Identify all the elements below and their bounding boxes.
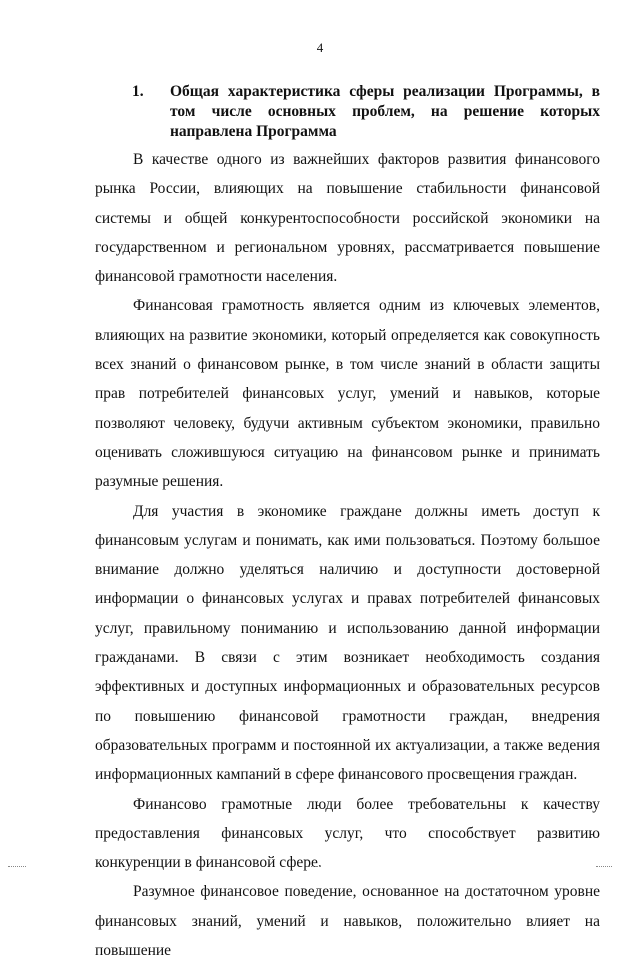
paragraph-1: В качестве одного из важнейших факторов развития финансового рынка России, влияющих на повышение стабильности финансовой системы и общей конкурентоспособности российской экономики на государственном и региональном уровнях, рассматривается повышение финансовой грамотности населения. xyxy=(95,151,600,286)
scan-artifact-right xyxy=(596,866,612,869)
section-heading xyxy=(132,82,600,142)
scan-artifact-left xyxy=(8,866,26,869)
paragraph-4: Финансово грамотные люди более требовательны к качеству предоставления финансовых услуг, что способствует развитию конкуренции в финансовой сфере. xyxy=(95,795,600,872)
section-title: Общая характеристика сферы реализации Программы, в том числе основных проблем, на решение которых направлена Программа xyxy=(170,83,600,140)
scan-artifact-center xyxy=(306,866,320,869)
section-number: 1. xyxy=(132,83,144,100)
page-number: 4 xyxy=(316,40,324,55)
paragraph-3: Для участия в экономике граждане должны иметь доступ к финансовым услугам и понимать, как ими пользоваться. Поэтому большое внимание должно уделяться наличию и доступности достоверной информации о финансовых услугах и правах потребителей финансовых услуг, правильному пониманию и использованию данной информации гражданами. В связи с этим возникает необходимость создания эффективных и доступных информационных и образовательных ресурсов по повышению финансовой грамотности граждан, внедрения образовательных программ и постоянной их актуализации, а также ведения информационных кампаний в сфере финансового просвещения граждан. xyxy=(95,502,600,784)
body-text xyxy=(95,145,600,965)
paragraph-5: Разумное финансовое поведение, основанное на достаточном уровне финансовых знаний, умений и навыков, положительно влияет на повышение xyxy=(95,883,600,960)
paragraph-2: Финансовая грамотность является одним из ключевых элементов, влияющих на развитие экономики, который определяется как совокупность всех знаний о финансовом рынке, в том числе знаний в области защиты прав потребителей финансовых услуг, умений и навыков, которые позволяют человеку, будучи активным субъектом экономики, правильно оценивать сложившуюся ситуацию на финансовом рынке и принимать разумные решения. xyxy=(95,297,600,491)
